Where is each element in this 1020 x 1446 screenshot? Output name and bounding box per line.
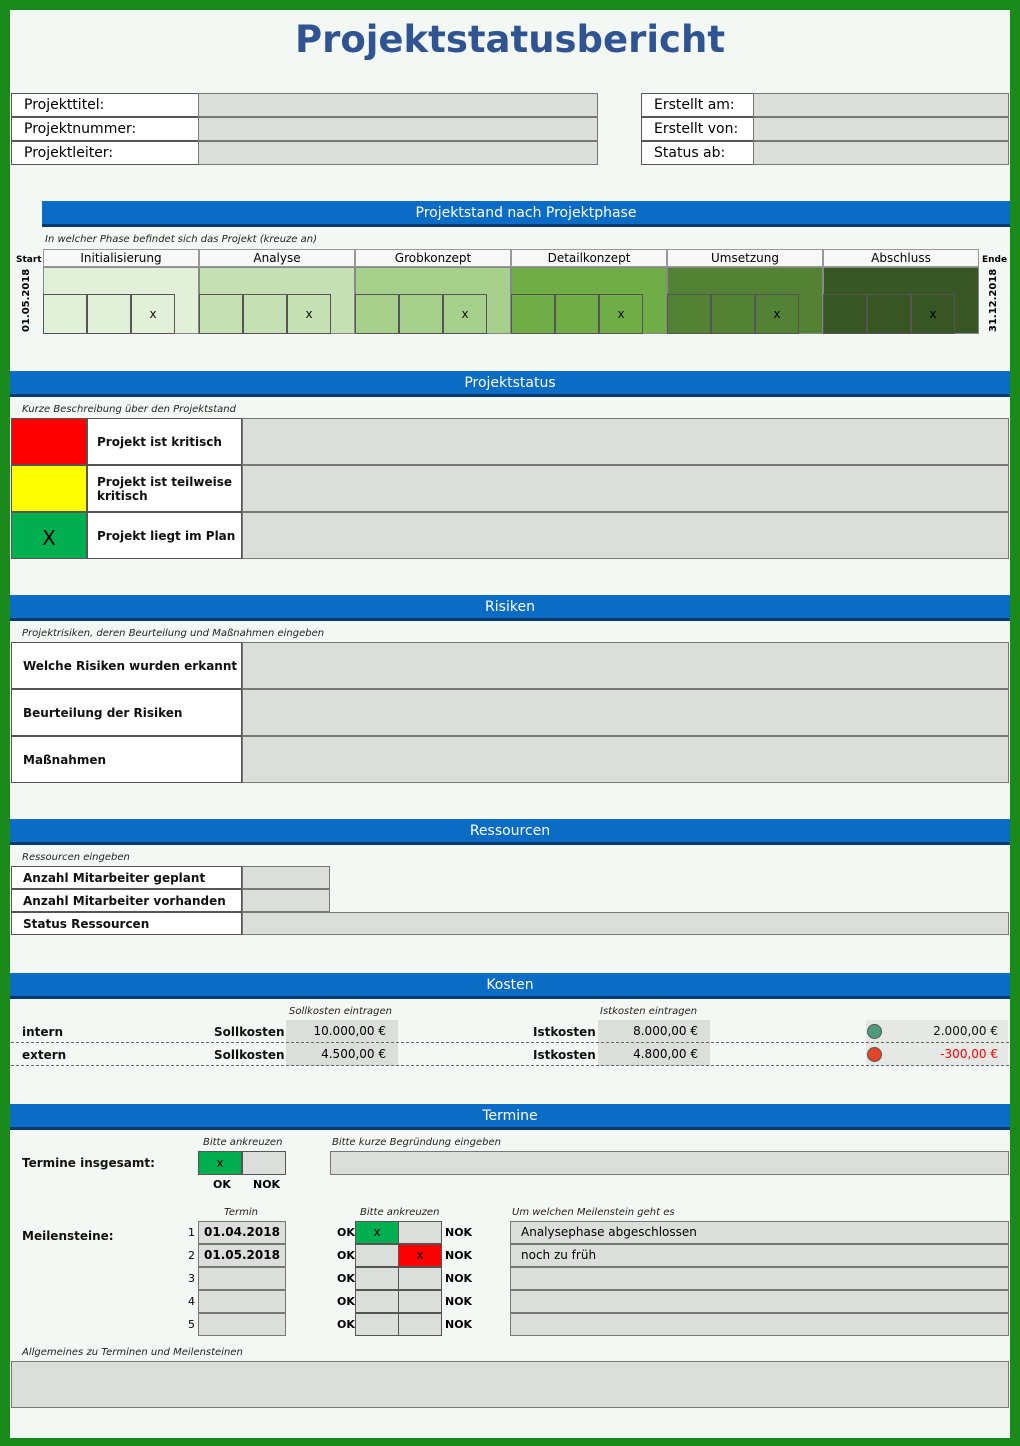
phase-checkbox[interactable] — [399, 294, 443, 334]
status-label: Projekt liegt im Plan — [87, 512, 242, 559]
milestone-date[interactable] — [198, 1267, 286, 1290]
info-label: Erstellt von: — [641, 117, 754, 141]
phase-checkbox[interactable] — [867, 294, 911, 334]
milestone-description[interactable] — [510, 1313, 1009, 1336]
status-description-field[interactable] — [242, 465, 1009, 512]
total-ok-label: OK — [213, 1178, 231, 1191]
milestone-date[interactable] — [198, 1313, 286, 1336]
status-color-box[interactable] — [11, 465, 87, 512]
cost-row-divider — [11, 1043, 1009, 1066]
nok-label: NOK — [445, 1295, 473, 1308]
milestone-ok-box[interactable] — [355, 1290, 399, 1313]
phase-checkbox[interactable]: x — [131, 294, 175, 334]
start-label: Start — [16, 255, 42, 265]
resources-note: Ressourcen eingeben — [22, 852, 130, 863]
cost-row-divider — [11, 1020, 1009, 1043]
phase-name-4: Detailkonzept — [511, 249, 667, 267]
phase-checkbox[interactable] — [199, 294, 243, 334]
phase-checkbox[interactable] — [511, 294, 555, 334]
milestones-label: Meilensteine: — [22, 1229, 114, 1243]
milestone-description[interactable]: noch zu früh — [510, 1244, 1009, 1267]
total-check-note: Bitte ankreuzen — [203, 1137, 283, 1148]
resource-field[interactable] — [242, 866, 330, 889]
milestone-date[interactable]: 01.04.2018 — [198, 1221, 286, 1244]
soll-value[interactable]: 10.000,00 € — [286, 1020, 398, 1043]
resource-label: Anzahl Mitarbeiter vorhanden — [11, 889, 242, 912]
info-label: Erstellt am: — [641, 93, 754, 117]
cost-name: intern — [22, 1024, 63, 1039]
report-page — [10, 10, 1010, 1438]
status-note: Kurze Beschreibung über den Projektstand — [22, 404, 236, 415]
risks-header: Risiken — [10, 595, 1010, 621]
info-value-field[interactable] — [198, 141, 598, 165]
phase-name-1: Initialisierung — [43, 249, 199, 267]
phase-checkbox[interactable] — [43, 294, 87, 334]
milestone-description[interactable] — [510, 1267, 1009, 1290]
milestone-description[interactable] — [510, 1290, 1009, 1313]
phase-checkbox[interactable] — [555, 294, 599, 334]
ist-value[interactable]: 4.800,00 € — [598, 1043, 710, 1066]
phase-checkbox[interactable]: x — [599, 294, 643, 334]
phase-checkbox[interactable]: x — [755, 294, 799, 334]
start-date: 01.05.2018 — [21, 268, 32, 332]
status-header: Projektstatus — [10, 371, 1010, 397]
soll-note: Sollkosten eintragen — [289, 1006, 392, 1017]
milestone-ok-box[interactable] — [355, 1313, 399, 1336]
page-title: Projektstatusbericht — [294, 18, 726, 61]
ist-label: Istkosten — [533, 1024, 596, 1039]
phase-name-3: Grobkonzept — [355, 249, 511, 267]
phase-checkbox[interactable] — [711, 294, 755, 334]
total-nok-label: NOK — [253, 1178, 281, 1191]
milestone-note: Um welchen Meilenstein geht es — [512, 1207, 675, 1218]
risk-field[interactable] — [242, 642, 1009, 689]
milestone-number: 1 — [188, 1226, 195, 1239]
milestone-number: 4 — [188, 1295, 195, 1308]
risks-note: Projektrisiken, deren Beurteilung und Maßnahmen eingeben — [22, 628, 325, 639]
milestone-ok-box[interactable] — [355, 1267, 399, 1290]
risk-label: Welche Risiken wurden erkannt — [11, 642, 242, 689]
info-value-field[interactable] — [753, 117, 1009, 141]
ok-label: OK — [337, 1272, 355, 1285]
info-value-field[interactable] — [753, 93, 1009, 117]
nok-label: NOK — [445, 1226, 473, 1239]
soll-label: Sollkosten — [214, 1047, 285, 1062]
diff-value: 2.000,00 € — [933, 1024, 998, 1038]
total-ok-box[interactable]: x — [198, 1151, 242, 1175]
milestone-date[interactable]: 01.05.2018 — [198, 1244, 286, 1267]
ok-label: OK — [337, 1249, 355, 1262]
info-label: Status ab: — [641, 141, 754, 165]
risk-field[interactable] — [242, 689, 1009, 736]
milestone-nok-box[interactable]: x — [398, 1244, 442, 1267]
info-label: Projektnummer: — [11, 117, 199, 141]
resource-field[interactable] — [242, 912, 1009, 935]
ok-label: OK — [337, 1318, 355, 1331]
resource-field[interactable] — [242, 889, 330, 912]
end-label: Ende — [982, 255, 1008, 265]
phase-name-6: Abschluss — [823, 249, 979, 267]
ok-label: OK — [337, 1295, 355, 1308]
total-label: Termine insgesamt: — [22, 1156, 155, 1170]
phase-name-2: Analyse — [199, 249, 355, 267]
costs-header: Kosten — [10, 973, 1010, 999]
general-note: Allgemeines zu Terminen und Meilensteinen — [22, 1347, 243, 1358]
phase-checkbox[interactable]: x — [287, 294, 331, 334]
nok-label: NOK — [445, 1318, 473, 1331]
phases-note: In welcher Phase befindet sich das Projekt (kreuze an) — [45, 234, 317, 245]
termin-note: Termin — [224, 1207, 258, 1218]
soll-value[interactable]: 4.500,00 € — [286, 1043, 398, 1066]
info-value-field[interactable] — [198, 93, 598, 117]
phase-name-5: Umsetzung — [667, 249, 823, 267]
diff-value: -300,00 € — [940, 1047, 998, 1061]
status-color-box[interactable] — [11, 418, 87, 465]
status-color-box[interactable]: X — [11, 512, 87, 559]
risk-label: Beurteilung der Risiken — [11, 689, 242, 736]
phase-checkbox[interactable] — [823, 294, 867, 334]
total-nok-box[interactable] — [242, 1151, 286, 1175]
milestone-date[interactable] — [198, 1290, 286, 1313]
phase-checkbox[interactable] — [243, 294, 287, 334]
milestone-number: 2 — [188, 1249, 195, 1262]
status-description-field[interactable] — [242, 512, 1009, 559]
info-value-field[interactable] — [198, 117, 598, 141]
nok-label: NOK — [445, 1272, 473, 1285]
total-reason-field[interactable] — [330, 1151, 1009, 1175]
general-field[interactable] — [11, 1361, 1009, 1408]
status-description-field[interactable] — [242, 418, 1009, 465]
ist-label: Istkosten — [533, 1047, 596, 1062]
milestone-nok-box[interactable] — [398, 1267, 442, 1290]
phases-header: Projektstand nach Projektphase — [42, 201, 1010, 227]
info-label: Projekttitel: — [11, 93, 199, 117]
soll-label: Sollkosten — [214, 1024, 285, 1039]
phase-checkbox[interactable] — [87, 294, 131, 334]
ist-value[interactable]: 8.000,00 € — [598, 1020, 710, 1043]
status-label: Projekt ist teilweise kritisch — [87, 465, 242, 512]
status-label: Projekt ist kritisch — [87, 418, 242, 465]
info-label: Projektleiter: — [11, 141, 199, 165]
phase-checkbox[interactable]: x — [443, 294, 487, 334]
risk-label: Maßnahmen — [11, 736, 242, 783]
resource-label: Anzahl Mitarbeiter geplant — [11, 866, 242, 889]
reason-note: Bitte kurze Begründung eingeben — [332, 1137, 501, 1148]
ms-check-note: Bitte ankreuzen — [360, 1207, 440, 1218]
ok-label: OK — [337, 1226, 355, 1239]
milestone-ok-box[interactable] — [355, 1244, 399, 1267]
milestone-number: 5 — [188, 1318, 195, 1331]
milestone-ok-box[interactable]: x — [355, 1221, 399, 1244]
cost-name: extern — [22, 1047, 67, 1062]
milestone-nok-box[interactable] — [398, 1313, 442, 1336]
resources-header: Ressourcen — [10, 819, 1010, 845]
milestone-nok-box[interactable] — [398, 1290, 442, 1313]
risk-field[interactable] — [242, 736, 1009, 783]
resource-label: Status Ressourcen — [11, 912, 242, 935]
nok-label: NOK — [445, 1249, 473, 1262]
milestone-description[interactable]: Analysephase abgeschlossen — [510, 1221, 1009, 1244]
info-value-field[interactable] — [753, 141, 1009, 165]
phase-checkbox[interactable] — [355, 294, 399, 334]
milestone-nok-box[interactable] — [398, 1221, 442, 1244]
phase-checkbox[interactable] — [667, 294, 711, 334]
end-date: 31.12.2018 — [988, 268, 999, 332]
milestone-number: 3 — [188, 1272, 195, 1285]
phase-checkbox[interactable]: x — [911, 294, 955, 334]
schedule-header: Termine — [10, 1104, 1010, 1130]
ist-note: Istkosten eintragen — [600, 1006, 698, 1017]
